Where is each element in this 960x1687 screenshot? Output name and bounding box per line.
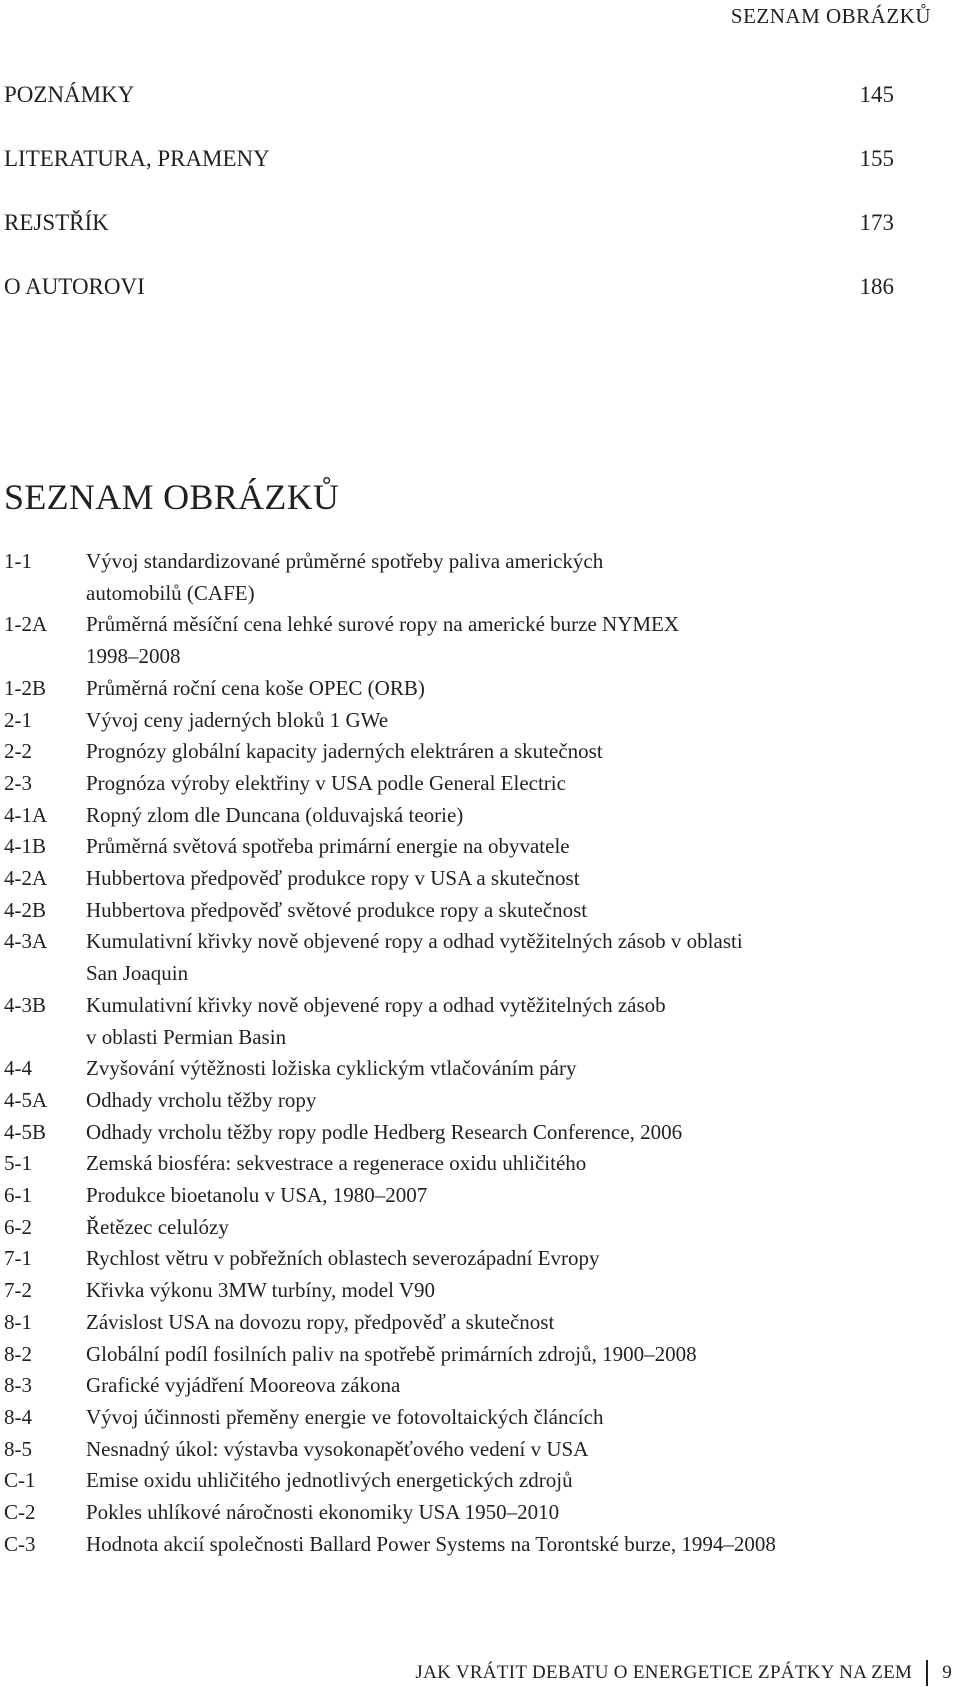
figure-number: 4-4	[4, 1056, 32, 1081]
figure-caption	[86, 1434, 934, 1466]
figure-entry	[4, 1085, 934, 1117]
running-head: SEZNAM OBRÁZKŮ	[730, 4, 931, 28]
figure-number: 6-1	[4, 1183, 32, 1208]
figure-entry	[4, 863, 934, 895]
figure-caption	[86, 1307, 934, 1339]
figure-number: 2-1	[4, 707, 32, 732]
figure-caption-line: Průměrná měsíční cena lehké surové ropy na americké burze NYMEX	[86, 612, 680, 637]
figure-number: 1-2B	[4, 675, 46, 700]
figure-caption	[86, 1465, 934, 1497]
figure-entry	[4, 1370, 934, 1402]
figure-entry	[4, 1307, 934, 1339]
figure-number: 8-3	[4, 1373, 32, 1398]
figure-caption-line: Rychlost větru v pobřežních oblastech severozápadní Evropy	[86, 1246, 600, 1271]
figure-caption-line: Hubbertova předpověď produkce ropy v USA a skutečnost	[86, 866, 580, 891]
figure-number: 4-5A	[4, 1087, 48, 1112]
figure-number: C-1	[4, 1468, 36, 1493]
figure-entry	[4, 768, 934, 800]
figure-caption-line: Kumulativní křivky nově objevené ropy a odhad vytěžitelných zásob v oblasti	[86, 929, 743, 954]
figure-caption	[86, 609, 934, 672]
figure-caption-line: Vývoj standardizované průměrné spotřeby paliva amerických	[86, 549, 604, 573]
figure-caption-line: Ropný zlom dle Duncana (olduvajská teorie)	[86, 802, 464, 827]
figure-list	[4, 546, 934, 1561]
figure-number: 4-1A	[4, 802, 48, 827]
figure-caption	[86, 895, 934, 927]
toc-page: 186	[859, 274, 894, 299]
figure-caption-line: Průměrná světová spotřeba primární energie na obyvatele	[86, 834, 570, 859]
figure-caption-line: automobilů (CAFE)	[86, 580, 255, 605]
figure-number: 7-2	[4, 1278, 32, 1303]
figure-caption-line: Globální podíl fosilních paliv na spotřebě primárních zdrojů, 1900–2008	[86, 1341, 697, 1366]
toc-page: 155	[859, 146, 894, 171]
figure-number: 6-2	[4, 1214, 32, 1239]
figure-caption-line: Závislost USA na dovozu ropy, předpověď a skutečnost	[86, 1309, 555, 1334]
figure-number: 5-1	[4, 1151, 32, 1176]
figure-caption	[86, 926, 934, 989]
figure-caption-line: Nesnadný úkol: výstavba vysokonapěťového vedení v USA	[86, 1436, 589, 1461]
figure-number: 1-1	[4, 549, 32, 573]
figure-caption	[86, 863, 934, 895]
toc-title: REJSTŘÍK	[4, 210, 109, 235]
figure-entry	[4, 926, 934, 989]
toc-page: 173	[859, 210, 894, 235]
figure-caption-line: Grafické vyjádření Mooreova zákona	[86, 1373, 401, 1398]
figure-entry	[4, 1148, 934, 1180]
figure-number: 4-5B	[4, 1119, 46, 1144]
figure-number: 8-5	[4, 1436, 32, 1461]
figure-caption-line: Vývoj ceny jaderných bloků 1 GWe	[86, 707, 389, 732]
figure-caption	[86, 1212, 934, 1244]
toc-title: LITERATURA, PRAMENY	[4, 146, 270, 171]
figure-number: C-2	[4, 1500, 36, 1525]
toc-row	[4, 80, 894, 144]
figure-caption-line: Hodnota akcií společnosti Ballard Power Systems na Torontské burze, 1994–2008	[86, 1531, 776, 1556]
figure-caption-line: Kumulativní křivky nově objevené ropy a odhad vytěžitelných zásob	[86, 992, 666, 1017]
figure-caption-line: Křivka výkonu 3MW turbíny, model V90	[86, 1278, 436, 1303]
figure-caption-line: Řetězec celulózy	[86, 1214, 229, 1239]
toc-title: POZNÁMKY	[4, 82, 135, 107]
figure-caption	[86, 1243, 934, 1275]
figure-caption-line: Prognóza výroby elektřiny v USA podle General Electric	[86, 770, 566, 795]
figure-caption	[86, 1053, 934, 1085]
figure-number: 4-1B	[4, 834, 46, 859]
toc-list	[4, 80, 894, 336]
figure-caption	[86, 1180, 934, 1212]
figure-caption-line: Odhady vrcholu těžby ropy podle Hedberg Research Conference, 2006	[86, 1119, 683, 1144]
figure-entry	[4, 831, 934, 863]
figure-entry	[4, 990, 934, 1053]
figure-caption	[86, 1275, 934, 1307]
figure-number: C-3	[4, 1531, 36, 1556]
figure-caption-line: v oblasti Permian Basin	[86, 1024, 287, 1049]
figure-caption	[86, 1370, 934, 1402]
figure-caption-line: Emise oxidu uhličitého jednotlivých energetických zdrojů	[86, 1468, 573, 1493]
figure-entry	[4, 1243, 934, 1275]
figure-caption	[86, 831, 934, 863]
figure-caption	[86, 768, 934, 800]
figure-number: 8-4	[4, 1404, 32, 1429]
figure-entry	[4, 800, 934, 832]
figure-entry	[4, 705, 934, 737]
page-number: 9	[942, 1662, 952, 1683]
figure-number: 2-3	[4, 770, 32, 795]
footer-divider	[926, 1660, 928, 1686]
figure-number: 2-2	[4, 739, 32, 764]
figure-caption-line: Zemská biosféra: sekvestrace a regenerace oxidu uhličitého	[86, 1151, 587, 1176]
figure-entry	[4, 1434, 934, 1466]
figure-caption	[86, 990, 934, 1053]
toc-row	[4, 272, 894, 336]
figure-entry	[4, 895, 934, 927]
figure-entry	[4, 609, 934, 672]
figure-entry	[4, 1117, 934, 1149]
figure-number: 8-2	[4, 1341, 32, 1366]
figure-number: 4-3B	[4, 992, 46, 1017]
figure-caption	[86, 736, 934, 768]
toc-title: O AUTOROVI	[4, 274, 145, 299]
figure-entry	[4, 1180, 934, 1212]
figure-caption	[86, 1117, 934, 1149]
figure-caption	[86, 1529, 934, 1561]
figure-caption	[86, 1339, 934, 1371]
figure-number: 8-1	[4, 1309, 32, 1334]
figure-number: 7-1	[4, 1246, 32, 1271]
figure-number: 1-2A	[4, 612, 48, 637]
figure-caption	[86, 1085, 934, 1117]
figure-entry	[4, 546, 934, 609]
figure-caption-line: San Joaquin	[86, 961, 189, 986]
page-footer	[415, 1660, 952, 1686]
section-heading: SEZNAM OBRÁZKŮ	[4, 477, 340, 517]
book-title: JAK VRÁTIT DEBATU O ENERGETICE ZPÁTKY NA ZEM	[415, 1662, 913, 1683]
toc-row	[4, 144, 894, 208]
toc-page: 145	[859, 82, 894, 107]
figure-caption	[86, 673, 934, 705]
figure-entry	[4, 1529, 934, 1561]
figure-entry	[4, 1275, 934, 1307]
figure-entry	[4, 1465, 934, 1497]
toc-row	[4, 208, 894, 272]
figure-entry	[4, 1212, 934, 1244]
figure-entry	[4, 736, 934, 768]
figure-caption-line: Vývoj účinnosti přeměny energie ve fotovoltaických článcích	[86, 1404, 604, 1429]
figure-caption-line: 1998–2008	[86, 644, 181, 669]
figure-caption	[86, 705, 934, 737]
figure-caption-line: Průměrná roční cena koše OPEC (ORB)	[86, 675, 425, 700]
figure-number: 4-2B	[4, 897, 46, 922]
figure-entry	[4, 1402, 934, 1434]
figure-caption-line: Zvyšování výtěžnosti ložiska cyklickým vtlačováním páry	[86, 1056, 577, 1081]
figure-entry	[4, 1053, 934, 1085]
figure-caption	[86, 1402, 934, 1434]
figure-number: 4-3A	[4, 929, 48, 954]
figure-entry	[4, 673, 934, 705]
figure-caption	[86, 1497, 934, 1529]
figure-caption	[86, 546, 934, 609]
figure-caption-line: Odhady vrcholu těžby ropy	[86, 1087, 317, 1112]
figure-caption-line: Pokles uhlíkové náročnosti ekonomiky USA 1950–2010	[86, 1500, 560, 1525]
figure-number: 4-2A	[4, 866, 48, 891]
figure-caption-line: Hubbertova předpověď světové produkce ropy a skutečnost	[86, 897, 588, 922]
figure-caption-line: Produkce bioetanolu v USA, 1980–2007	[86, 1183, 428, 1208]
figure-caption	[86, 1148, 934, 1180]
figure-entry	[4, 1497, 934, 1529]
figure-entry	[4, 1339, 934, 1371]
figure-caption	[86, 800, 934, 832]
figure-caption-line: Prognózy globální kapacity jaderných elektráren a skutečnost	[86, 739, 603, 764]
